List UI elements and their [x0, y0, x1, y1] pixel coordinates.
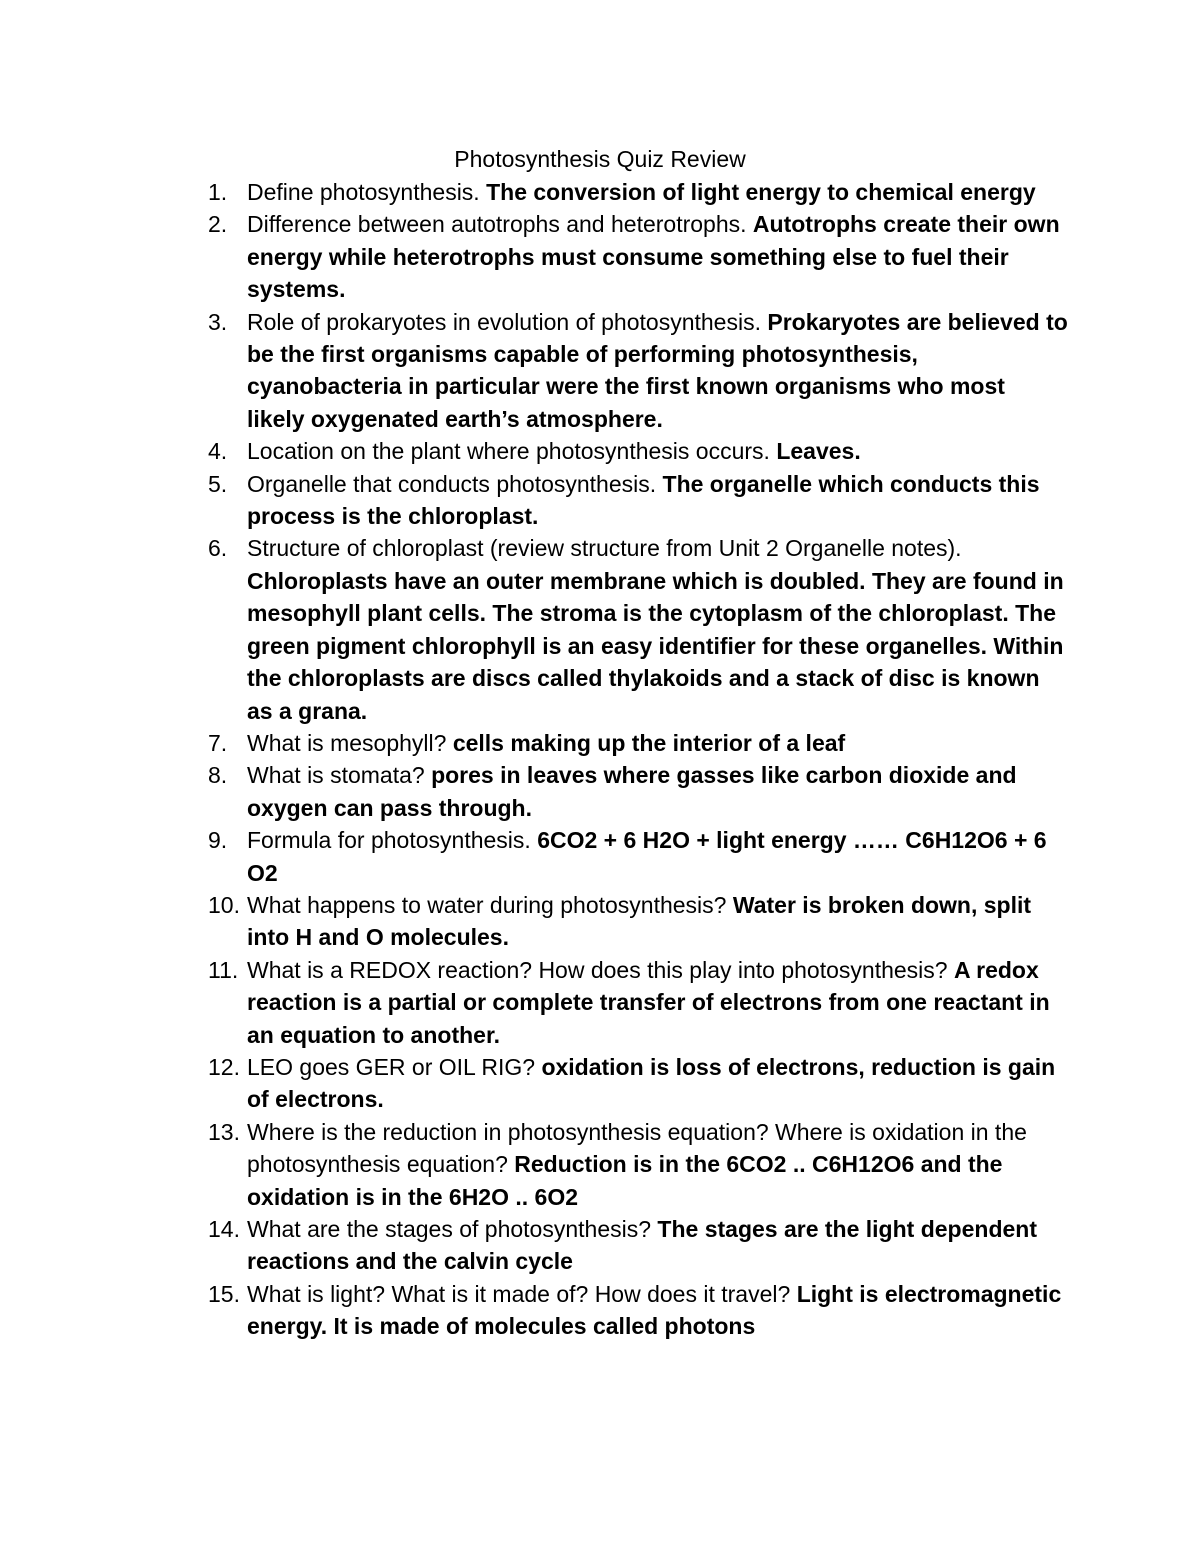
answer-text: Light is electromagnetic energy. It is made of molecules called photons: [247, 1280, 1062, 1340]
answer-text: Autotrophs create their own energy while heterotrophs must consume something else to fuel their systems.: [247, 211, 1060, 303]
question-text: What is stomata?: [247, 762, 425, 789]
list-item: [208, 727, 1068, 759]
list-item: [208, 824, 1068, 889]
answer-text: cells making up the interior of a leaf: [452, 729, 846, 756]
answer-text: Leaves.: [776, 438, 861, 465]
item-number: 4.: [208, 438, 228, 465]
question-text: Difference between autotrophs and heterotrophs.: [247, 211, 747, 238]
question-list: [208, 176, 1068, 1343]
answer-text: Reduction is in the 6CO2 .. C6H12O6 and the oxidation is in the 6H2O .. 6O2: [247, 1151, 1003, 1210]
question-text: What is light? What is it made of? How does it travel?: [247, 1280, 791, 1307]
answer-text: 6CO2 + 6 H2O + light energy …… C6H12O6 + 6 O2: [247, 827, 1047, 886]
item-number: 10.: [208, 891, 240, 918]
list-item: [208, 532, 1068, 726]
answer-text: The stages are the light dependent reactions and the calvin cycle: [247, 1216, 1037, 1275]
question-text: Organelle that conducts photosynthesis.: [247, 470, 657, 497]
answer-text: The conversion of light energy to chemical energy: [486, 179, 1036, 205]
list-item: [208, 889, 1068, 954]
item-number: 1.: [208, 179, 228, 205]
list-item: [208, 468, 1068, 533]
answer-text: Prokaryotes are believed to be the first organisms capable of performing photosynthesis, cyanobacteria in particular were the first known organisms who most likely oxygenated earth’s atmosphere.: [247, 308, 1068, 432]
list-item: [208, 306, 1068, 436]
document-title: Photosynthesis Quiz Review: [454, 146, 746, 172]
question-text: LEO goes GER or OIL RIG?: [247, 1053, 536, 1080]
question-text: What happens to water during photosynthesis?: [247, 891, 727, 918]
list-item: [208, 1116, 1068, 1213]
question-text: What is mesophyll?: [247, 729, 447, 756]
list-item: [208, 176, 1068, 208]
answer-text: A redox reaction is a partial or complete transfer of electrons from one reactant in an equation to another.: [247, 956, 1050, 1048]
list-item: [208, 1051, 1068, 1116]
list-item: [208, 954, 1068, 1051]
item-number: 14.: [208, 1216, 240, 1242]
item-number: 6.: [208, 535, 228, 562]
list-item: [208, 759, 1068, 824]
item-number: 13.: [208, 1118, 240, 1145]
answer-text: pores in leaves where gasses like carbon dioxide and oxygen can pass through.: [247, 762, 1017, 821]
item-number: 8.: [208, 762, 228, 789]
item-number: 7.: [208, 729, 228, 756]
answer-text: Chloroplasts have an outer membrane which is doubled. They are found in mesophyll plant cells. The stroma is the cytoplasm of the chloroplast. The green pigment chlorophyll is an easy identifier for these organelles. Within the chloroplasts are discs called thylakoids and a stack of disc is known as a grana.: [247, 567, 1064, 724]
item-number: 5.: [208, 470, 228, 497]
answer-text: The organelle which conducts this process is the chloroplast.: [247, 470, 1040, 530]
question-text: Formula for photosynthesis.: [247, 827, 531, 854]
question-text: Location on the plant where photosynthesis occurs.: [247, 438, 770, 465]
question-text: What is a REDOX reaction? How does this play into photosynthesis?: [247, 956, 948, 983]
item-number: 11.: [208, 956, 239, 983]
item-number: 9.: [208, 827, 228, 854]
question-text: Role of prokaryotes in evolution of photosynthesis.: [247, 308, 761, 335]
item-number: 2.: [208, 211, 228, 238]
item-number: 12.: [208, 1053, 240, 1080]
answer-text: Water is broken down, split into H and O molecules.: [247, 891, 1032, 951]
question-text: Where is the reduction in photosynthesis equation? Where is oxidation in the photosynthesis equation?: [247, 1118, 1027, 1178]
list-item: [208, 208, 1068, 305]
answer-text: oxidation is loss of electrons, reduction is gain of electrons.: [247, 1053, 1056, 1113]
list-item: [208, 435, 1068, 467]
list-item: [208, 1213, 1068, 1278]
item-number: 3.: [208, 308, 228, 335]
item-number: 15.: [208, 1280, 240, 1307]
question-text: What are the stages of photosynthesis?: [247, 1216, 652, 1242]
question-text: Structure of chloroplast (review structure from Unit 2 Organelle notes).: [247, 535, 962, 562]
question-text: Define photosynthesis.: [247, 179, 480, 205]
list-item: [208, 1278, 1068, 1343]
